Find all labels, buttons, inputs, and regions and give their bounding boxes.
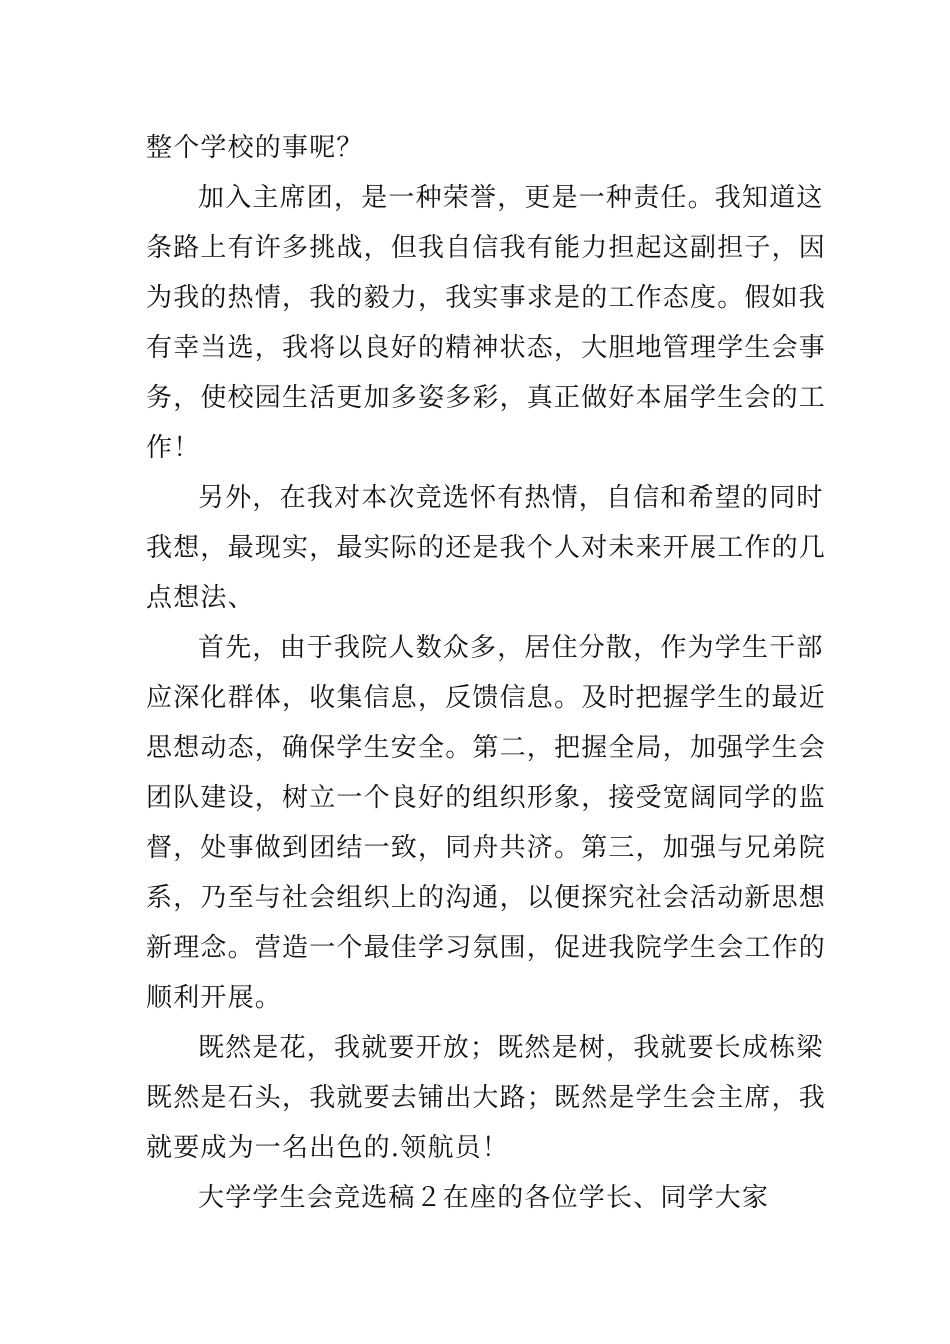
text-line: 既然是石头，我就要去铺出大路；既然是学生会主席，我 (146, 1083, 827, 1113)
text-line: 为我的热情，我的毅力，我实事求是的工作态度。假如我 (146, 283, 827, 313)
text-line: 另外，在我对本次竞选怀有热情，自信和希望的同时 (198, 483, 824, 513)
text-line: 就要成为一名出色的.领航员！ (146, 1133, 510, 1163)
text-line: 大学学生会竞选稿２在座的各位学长、同学大家 (198, 1183, 770, 1213)
text-line: 点想法、 (146, 583, 255, 613)
text-line: 有幸当选，我将以良好的精神状态，大胆地管理学生会事 (146, 333, 827, 363)
text-line: 整个学校的事呢？ (146, 133, 364, 163)
text-line: 应深化群体，收集信息，反馈信息。及时把握学生的最近 (146, 683, 827, 713)
text-line: 我想，最现实，最实际的还是我个人对未来开展工作的几 (146, 533, 827, 563)
text-line: 顺利开展。 (146, 983, 283, 1013)
text-line: 督，处事做到团结一致，同舟共济。第三，加强与兄弟院 (146, 833, 827, 863)
text-line: 首先，由于我院人数众多，居住分散，作为学生干部 (198, 633, 824, 663)
text-line: 系，乃至与社会组织上的沟通，以便探究社会活动新思想 (146, 883, 827, 913)
text-line: 思想动态，确保学生安全。第二，把握全局，加强学生会 (146, 733, 827, 763)
text-line: 作！ (146, 433, 201, 463)
text-line: 团队建设，树立一个良好的组织形象，接受宽阔同学的监 (146, 783, 827, 813)
text-line: 既然是花，我就要开放；既然是树，我就要长成栋梁 (198, 1033, 824, 1063)
text-line: 新理念。营造一个最佳学习氛围，促进我院学生会工作的 (146, 933, 827, 963)
text-line: 条路上有许多挑战，但我自信我有能力担起这副担子，因 (146, 233, 827, 263)
text-line: 加入主席团，是一种荣誉，更是一种责任。我知道这 (198, 183, 824, 213)
text-line: 务，使校园生活更加多姿多彩，真正做好本届学生会的工 (146, 383, 827, 413)
